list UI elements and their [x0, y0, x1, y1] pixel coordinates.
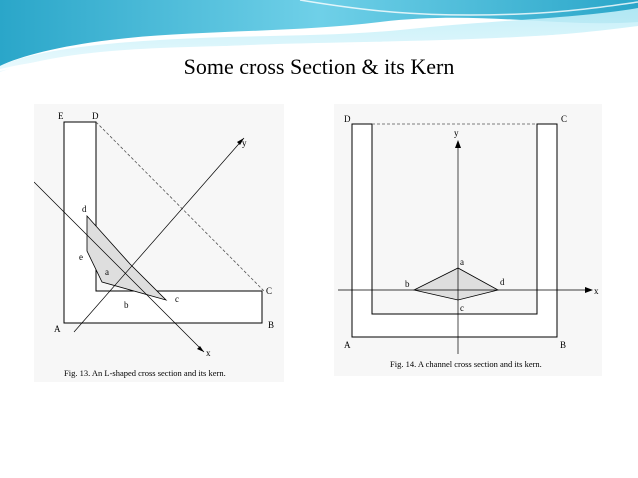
label-kern-e: e: [79, 252, 83, 262]
label-e: E: [58, 111, 64, 121]
label-y-axis: y: [454, 128, 459, 138]
label-kern-c: c: [460, 303, 464, 313]
label-a-corner: A: [54, 324, 61, 334]
caption-fig13: Fig. 13. An L-shaped cross section and its kern.: [64, 368, 226, 378]
label-a-corner: A: [344, 340, 351, 350]
figure-l-shaped-section: [34, 104, 284, 382]
label-kern-d: d: [500, 277, 505, 287]
label-kern-a: a: [460, 257, 464, 267]
label-c: C: [561, 114, 568, 124]
label-kern-b: b: [405, 279, 410, 289]
label-c: C: [266, 286, 273, 296]
l-section-diagram: [34, 104, 284, 382]
label-d: D: [344, 114, 351, 124]
label-kern-b: b: [124, 300, 129, 310]
label-kern-d: d: [82, 204, 87, 214]
label-b-corner: B: [560, 340, 567, 350]
label-d: D: [92, 111, 99, 121]
label-y-axis: y: [242, 138, 247, 148]
label-kern-a: a: [105, 267, 109, 277]
label-b: B: [268, 320, 275, 330]
caption-fig14: Fig. 14. A channel cross section and its kern.: [390, 359, 542, 369]
slide-title: Some cross Section & its Kern: [183, 54, 455, 79]
figure-channel-section: [334, 104, 602, 376]
channel-section-diagram: [334, 104, 602, 376]
label-x-axis: x: [206, 348, 211, 358]
label-x-axis: x: [594, 286, 599, 296]
label-kern-c: c: [175, 294, 179, 304]
